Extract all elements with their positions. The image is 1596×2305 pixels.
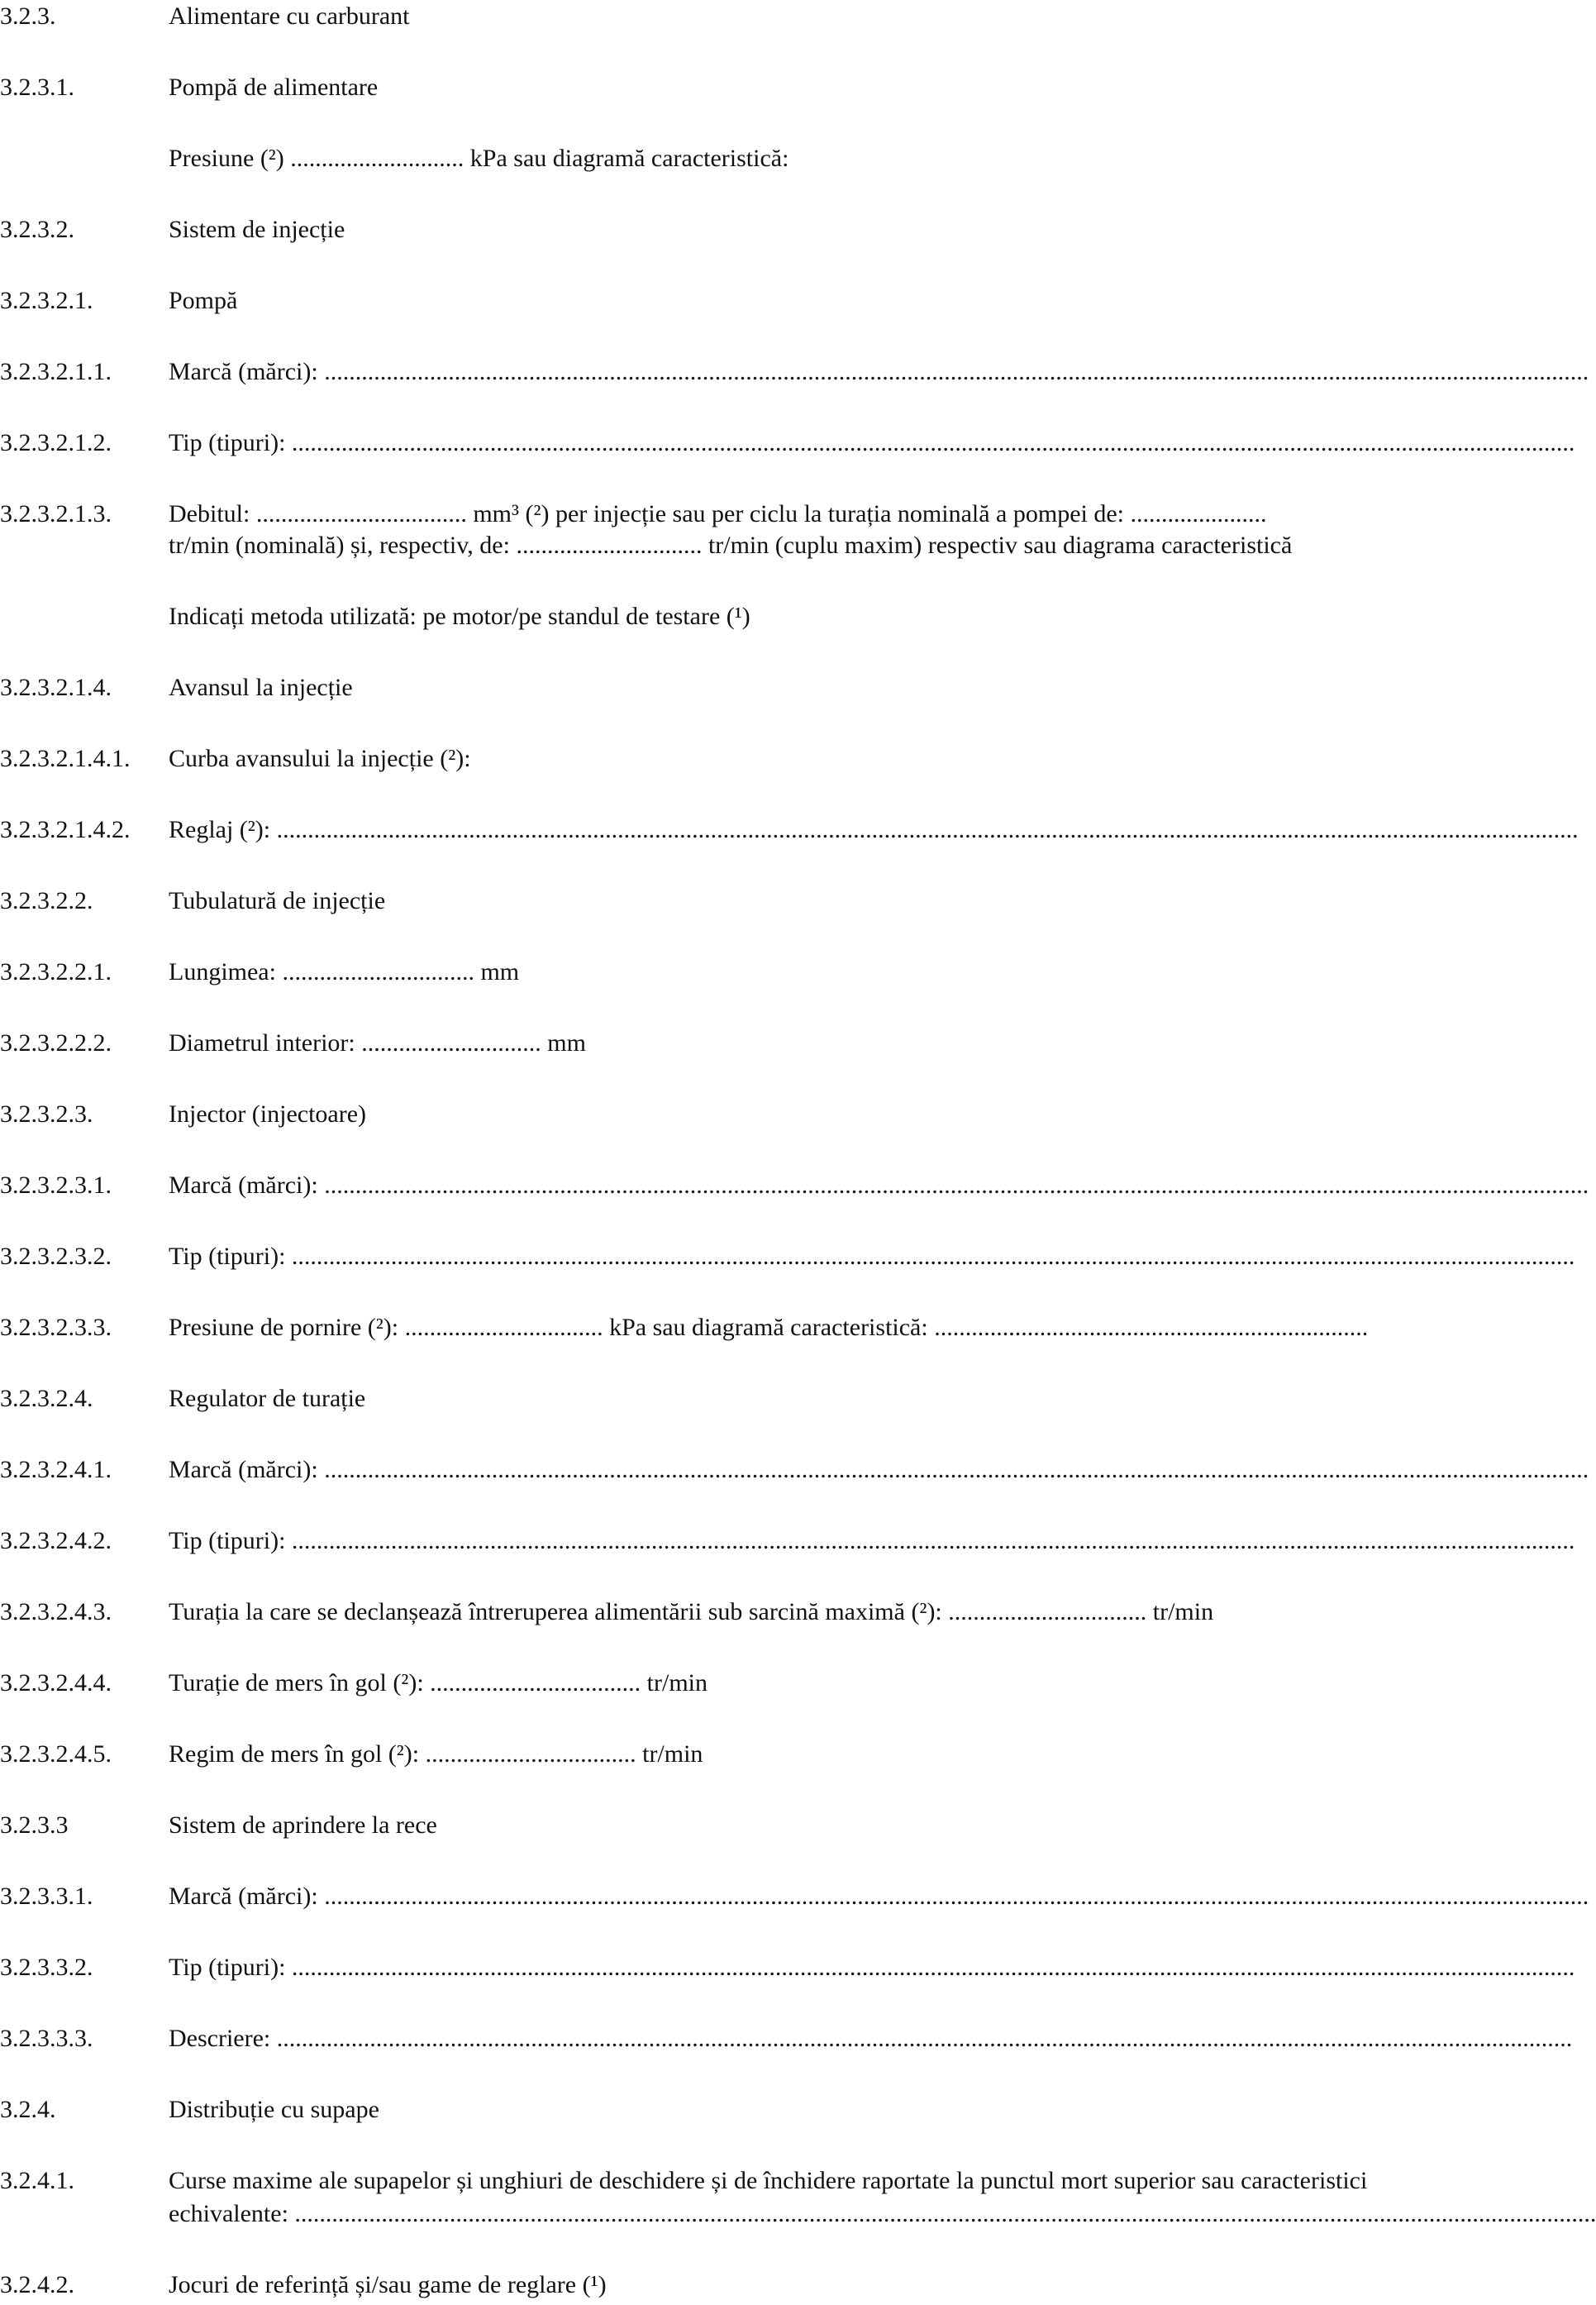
- section-title: Sistem de aprindere la rece: [169, 1811, 437, 1839]
- section-number: 3.2.3.2.4.2.: [0, 1527, 112, 1554]
- field-text: Marcă (mărci): ............................................................................................................................................................................................................: [169, 1456, 1589, 1483]
- field-text: tr/min (nominală) și, respectiv, de: .............................. tr/min (cuplu maxim) respectiv sau diagrama caracteristică: [169, 532, 1293, 559]
- section-number: 3.2.3.2.2.: [0, 887, 93, 914]
- field-text: echivalente: ..................................................................................................................................................................................................................: [169, 2200, 1596, 2227]
- field-text: Tip (tipuri): ...............................................................................................................................................................................................................: [169, 1527, 1575, 1554]
- section-number: 3.2.3.2.3.2.: [0, 1243, 112, 1270]
- section-number: 3.2.3.1.: [0, 74, 74, 101]
- field-text: Debitul: .................................. mm³ (²) per injecție sau per ciclu la turația nominală a pompei de: ......................: [169, 500, 1267, 527]
- section-number: 3.2.3.3.2.: [0, 1954, 93, 1981]
- section-title: Injector (injectoare): [169, 1100, 367, 1128]
- field-text: Lungimea: ............................... mm: [169, 958, 520, 985]
- section-number: 3.2.3.2.1.4.1.: [0, 745, 131, 772]
- section-number: 3.2.3.2.1.2.: [0, 429, 112, 456]
- field-text: Turație de mers în gol (²): .................................. tr/min: [169, 1669, 708, 1697]
- section-number: 3.2.3.2.1.4.: [0, 674, 112, 701]
- field-text: Regim de mers în gol (²): .................................. tr/min: [169, 1740, 703, 1768]
- section-number: 3.2.3.2.1.3.: [0, 500, 112, 527]
- section-title: Alimentare cu carburant: [169, 2, 410, 30]
- section-title: Pompă: [169, 287, 238, 314]
- section-number: 3.2.4.2.: [0, 2271, 74, 2298]
- section-number: 3.2.3.2.4.1.: [0, 1456, 112, 1483]
- section-number: 3.2.3.: [0, 2, 56, 30]
- field-text: Marcă (mărci): ............................................................................................................................................................................................................: [169, 358, 1589, 385]
- field-text: Diametrul interior: ............................. mm: [169, 1029, 586, 1057]
- section-number: 3.2.3.2.3.1.: [0, 1172, 112, 1199]
- field-text: Presiune de pornire (²): ................................ kPa sau diagramă caracteristică: ......................................................................: [169, 1314, 1369, 1341]
- section-title: Tubulatură de injecție: [169, 887, 386, 914]
- section-number: 3.2.3.3.3.: [0, 2025, 93, 2052]
- field-text: Marcă (mărci): ............................................................................................................................................................................................................: [169, 1883, 1589, 1910]
- section-number: 3.2.3.3.1.: [0, 1883, 93, 1910]
- section-number: 3.2.4.1.: [0, 2167, 74, 2194]
- section-title: Sistem de injecție: [169, 216, 345, 243]
- section-number: 3.2.3.2.4.4.: [0, 1669, 112, 1697]
- section-title: Pompă de alimentare: [169, 74, 379, 101]
- section-number: 3.2.3.2.1.: [0, 287, 93, 314]
- field-text: Descriere: .................................................................................................................................................................................................................: [169, 2025, 1573, 2052]
- section-number: 3.2.3.2.2.1.: [0, 958, 112, 985]
- field-text: Tip (tipuri): ...............................................................................................................................................................................................................: [169, 429, 1575, 456]
- field-text: Curba avansului la injecție (²):: [169, 745, 471, 772]
- section-number: 3.2.3.2.2.2.: [0, 1029, 112, 1057]
- section-number: 3.2.3.2.1.4.2.: [0, 816, 131, 843]
- section-number: 3.2.3.2.4.: [0, 1385, 93, 1412]
- field-text: Reglaj (²): ..................................................................................................................................................................................................................: [169, 816, 1579, 843]
- field-text: Presiune (²) ............................ kPa sau diagramă caracteristică:: [169, 145, 789, 172]
- section-title: Regulator de turație: [169, 1385, 366, 1412]
- section-number: 3.2.3.2.1.1.: [0, 358, 112, 385]
- section-title: Distribuție cu supape: [169, 2096, 379, 2123]
- section-number: 3.2.3.2.: [0, 216, 74, 243]
- section-number: 3.2.4.: [0, 2096, 56, 2123]
- field-text: Tip (tipuri): ...............................................................................................................................................................................................................: [169, 1954, 1575, 1981]
- section-number: 3.2.3.2.4.5.: [0, 1740, 112, 1768]
- note-text: Indicați metoda utilizată: pe motor/pe standul de testare (¹): [169, 603, 750, 630]
- section-title: Jocuri de referință și/sau game de reglare (¹): [169, 2271, 607, 2298]
- field-text: Marcă (mărci): ............................................................................................................................................................................................................: [169, 1172, 1589, 1199]
- field-text: Curse maxime ale supapelor și unghiuri de deschidere și de închidere raportate la punctul mort superior sau caracteristici: [169, 2167, 1368, 2194]
- section-number: 3.2.3.2.4.3.: [0, 1598, 112, 1625]
- field-text: Turația la care se declanșează întreruperea alimentării sub sarcină maximă (²): ................................ tr/min: [169, 1598, 1214, 1625]
- section-number: 3.2.3.2.3.3.: [0, 1314, 112, 1341]
- field-text: Tip (tipuri): ...............................................................................................................................................................................................................: [169, 1243, 1575, 1270]
- section-number: 3.2.3.3: [0, 1811, 69, 1839]
- section-number: 3.2.3.2.3.: [0, 1100, 93, 1128]
- section-title: Avansul la injecție: [169, 674, 353, 701]
